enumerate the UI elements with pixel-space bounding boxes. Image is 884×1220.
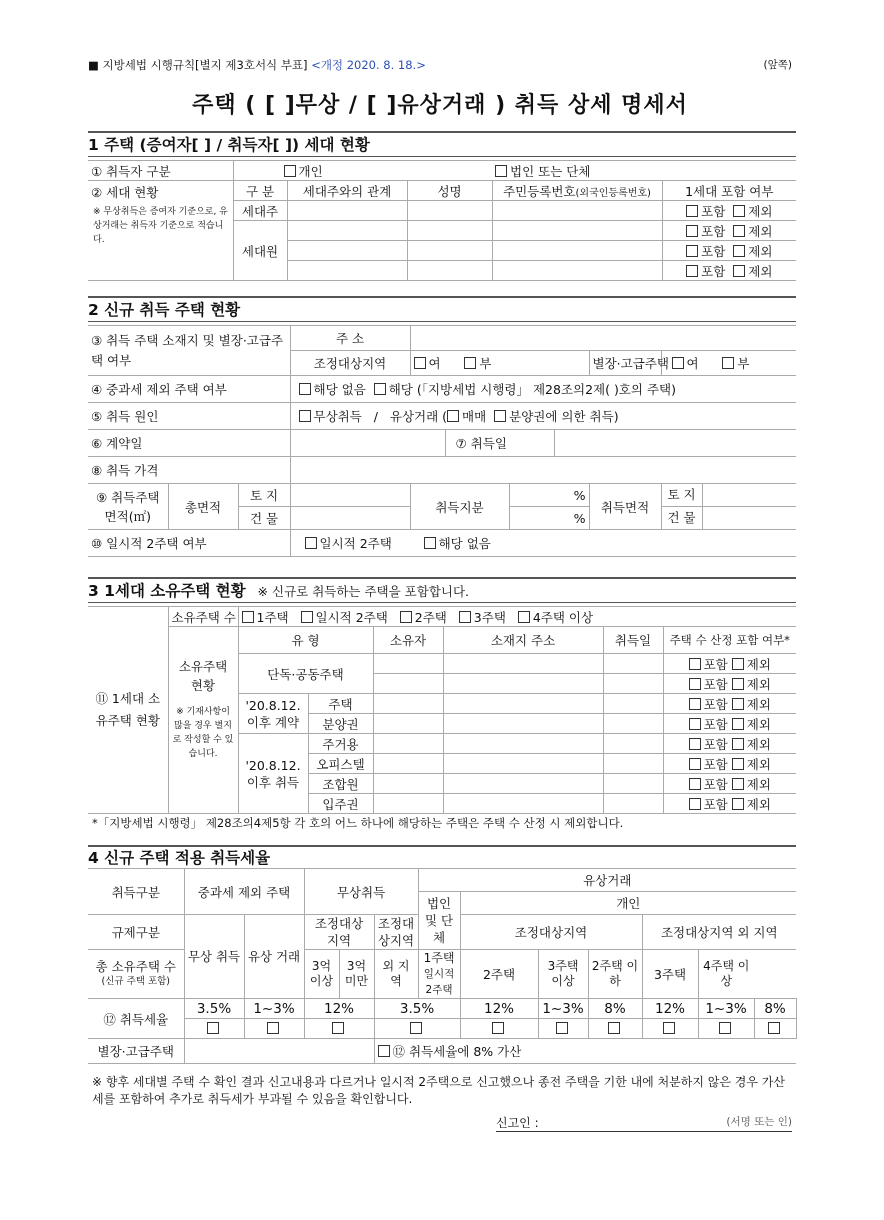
section-2-heading: 2 신규 취득 주택 현황 (88, 296, 796, 322)
applicable-checkbox[interactable] (374, 383, 386, 395)
relation-cell[interactable] (287, 201, 407, 221)
acq-date-cell[interactable] (554, 430, 796, 457)
address-cell[interactable] (410, 326, 796, 351)
revision-date: <개정 2020. 8. 18.> (311, 58, 426, 72)
adj-yes-checkbox[interactable] (414, 357, 426, 369)
corporation-checkbox[interactable] (495, 165, 507, 177)
acq-price-cell[interactable] (290, 457, 796, 484)
villa-yes-checkbox[interactable] (672, 357, 684, 369)
free-acq-checkbox[interactable] (299, 410, 311, 422)
new-house-table: ③ 취득 주택 소재지 및 별장·고급주택 여부 주 소 조정대상지역 여 부 별장·고급주택 여 부 ④ 중과세 제외 주택 여부 해당 없음 해당 (「지방세법 시행령」 제28조의2제( )호의 주택) ⑤ 취득 원인 무상취득 / 유상거래 ( 매매 분양권에 의한 취득) ⑥ 계약일 ⑦ 취득일 ⑧ 취득 가격 ⑨ 취득주택 면적(㎡) 총면적 토 지 취득지분 % 취득면적 토 지 건 물 % 건 물 ⑩ 일시적 2주택 여부 일시적 2주택 해당 없음 (88, 325, 796, 557)
temp-2house-checkbox[interactable] (305, 537, 317, 549)
section-1-heading: 1 주택 (증여자[ ] / 취득자[ ]) 세대 현황 (88, 131, 796, 157)
individual-checkbox[interactable] (284, 165, 296, 177)
adj-no-checkbox[interactable] (464, 357, 476, 369)
villa-no-checkbox[interactable] (722, 357, 734, 369)
footnote: *「지방세법 시행령」 제28조의4제5항 각 호의 어느 하나에 해당하는 주택은 주택 수 산정 시 제외합니다. (92, 816, 624, 830)
section-3-heading: 3 1세대 소유주택 현황 ※ 신규로 취득하는 주택을 포함합니다. (88, 577, 796, 603)
tax-rate-table: 취득구분 중과세 제외 주택 무상취득 유상거래 법인 및 단체 개인 규제구분 무상 취득 유상 거래 조정대상 지역 조정대 상지역 조정대상지역 조정대상지역 외 지역 총 소유주택 수 (신규 주택 포함) 3억 이상 3억 미만 외 지역 1주택 일시적 2주택 2주택 3주택 이상 2주택 이하 3주택 4주택 이상 ⑫ 취득세율 3.5% 1~3% 12% 3.5% 12% 1~3% 8% 12% 1~3% 8% 별장·고급주택 ⑫ 취득세율에 8% 가산 (88, 868, 796, 1064)
signature-line[interactable]: 신고인 : (서명 또는 인) (496, 1116, 792, 1130)
form-basis: ■ 지방세법 시행규칙[별지 제3호서식 부표] <개정 2020. 8. 18.> (앞쪽) (88, 58, 792, 72)
villa-surcharge-checkbox[interactable] (378, 1045, 390, 1057)
none-checkbox[interactable] (424, 537, 436, 549)
section-4-heading: 4 신규 주택 적용 취득세율 (88, 845, 796, 869)
presale-checkbox[interactable] (494, 410, 506, 422)
not-applicable-checkbox[interactable] (299, 383, 311, 395)
footer-note: ※ 향후 세대별 주택 수 확인 결과 신고내용과 다르거나 일시적 2주택으로 신고했으나 종전 주택을 기한 내에 처분하지 않은 경우 가산세를 포함하여 추가로 취득세가 부과될 수 있음을 확인합니다. (92, 1075, 785, 1106)
owned-houses-table: ⑪ 1세대 소유주택 현황 소유주택 수 1주택 일시적 2주택 2주택 3주택 4주택 이상 소유주택 현황 ※ 기재사항이 많을 경우 별지로 작성할 수 있습니다. 유 형 소유자 소재지 주소 취득일 주택 수 산정 포함 여부* 단독·공동주택 포함 제외 포함 제외 '20.8.12. 이후 계약 주택 포함 제외 분양권 포함 제외 '20.8.12. 이후 취득 주거용 포함 제외 오피스텔 포함 제외 조합원 포함 제외 입주권 포함 제외 (88, 606, 796, 814)
household-table: ① 취득자 구분 개인 법인 또는 단체 ② 세대 현황 ※ 무상취득은 증여자 기준으로, 유상거래는 취득자 기준으로 적습니다. 구 분 세대주와의 관계 성명 주민등록번호(외국인등록번호) 1세대 포함 여부 세대주 포함 제외 세대원 포함 제외 포함 제외 포함 제외 (88, 160, 796, 281)
id-cell[interactable] (492, 201, 662, 221)
include-checkbox[interactable] (686, 205, 698, 217)
page-title: 주택 ( [ ]무상 / [ ]유상거래 ) 취득 상세 명세서 (192, 93, 688, 118)
page-side: (앞쪽) (763, 59, 792, 71)
contract-date-cell[interactable] (290, 430, 445, 457)
name-cell[interactable] (407, 201, 492, 221)
exclude-checkbox[interactable] (733, 205, 745, 217)
sale-checkbox[interactable] (447, 410, 459, 422)
